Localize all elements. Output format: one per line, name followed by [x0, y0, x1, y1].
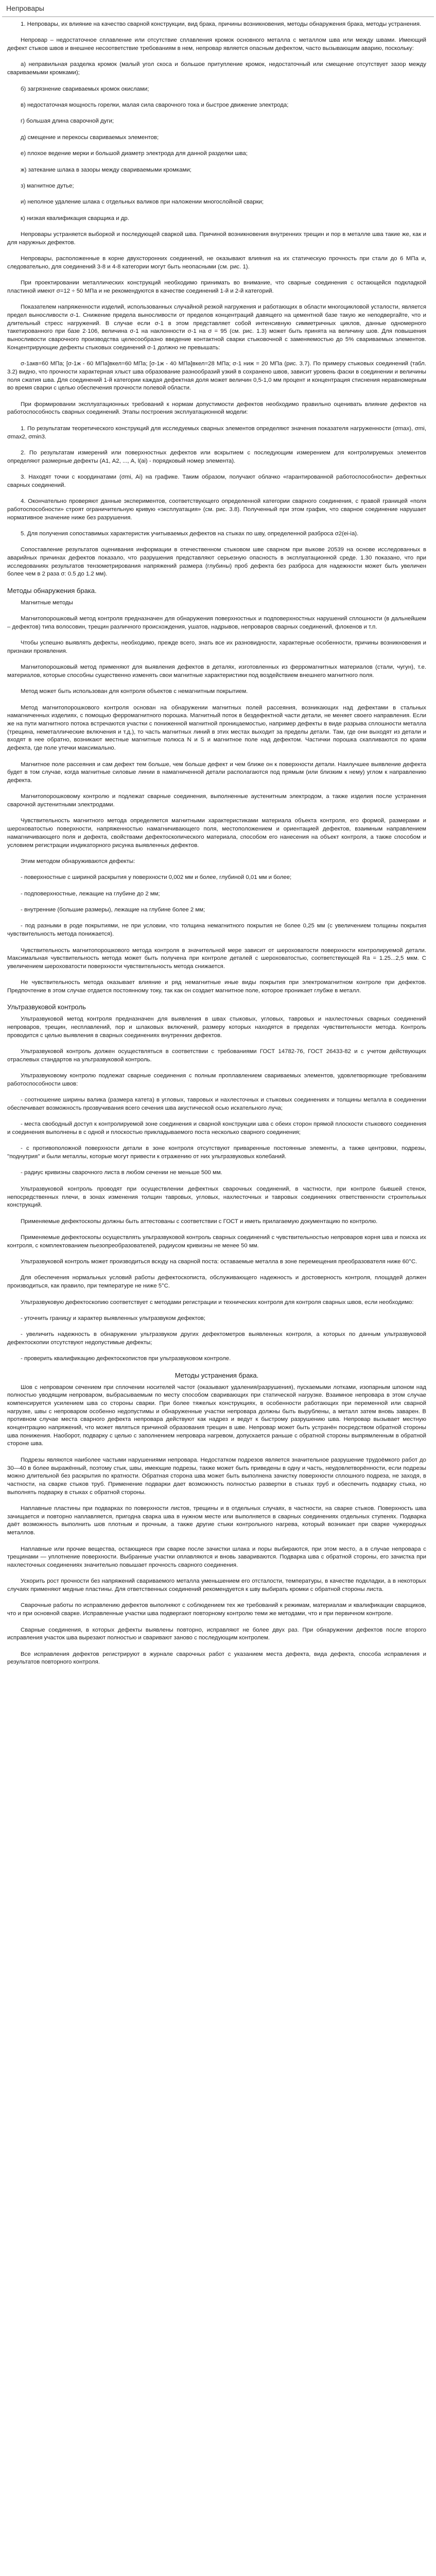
- paragraph: Ультразвуковой метод контроля предназначен для выявления в швах стыковых, угловых, тавровых и нахлесточных сварных соединений непроваров, трещин, несплавлений, пор и шлаковых включений, размеру которых находятся в пределах чувствительности метода. Контроль проводится с целью выявления в сварных соединениях внутренних дефектов.: [7, 1016, 426, 1039]
- paragraph: Все исправления дефектов регистрируют в журнале сварочных работ с указанием места дефекта, вида дефекта, способа исправления и результатов повторного контроля.: [7, 1651, 426, 1666]
- paragraph: - с противоположной поверхности детали в зоне контроля отсутствуют приваренные постоянные элементы, а также центровки, подрезы, ''поднутрия'' и были металлы, которые могут привести к отражению от них ультразвуковых колебаний.: [7, 1145, 426, 1160]
- paragraph: 5. Для получения сопоставимых характеристик учитываемых дефектов на стыках по шву, определенной разброса σ2(ei-ia).: [21, 530, 359, 537]
- paragraph: Непровар – недостаточное сплавление или отсутствие сплавления кромок основного металла с металлом шва или между швами. Имеющий дефект стыков швов и внешнее несоответствие требованиям в нем, непровар является опасным дефектом, часто вызывающим аварию, поскольку:: [7, 37, 426, 52]
- section: [7, 1371, 426, 1667]
- paragraph: Магнитопорошковый метод контроля предназначен для обнаружения поверхностных и подповерхностных нарушений сплошности (в дальнейшем – дефектов) типа волосовин, трещин различного происхождения, ушатов, надрывов, непроваров сварных соединений, флокенов и т.п.: [7, 615, 426, 630]
- paragraph: Магнитное поле рассеяния и сам дефект тем больше, чем больше дефект и чем ближе он к поверхности детали. Наилучшее выявление дефекта будет в том случае, когда магнитные силовые линии в намагниченной детали располагаются под прямым (или близким к нему) углом к направлению дефекта.: [7, 761, 426, 784]
- paragraph: з) магнитное дутье;: [21, 182, 74, 189]
- paragraph: Для обеспечения нормальных условий работы дефектоскописта, обслуживающего надежность и достоверность контроля, площадей должен производиться, как правило, при температуре не ниже 5°С.: [7, 1275, 426, 1290]
- paragraph: - внутренние (большие размеры), лежащие на глубине более 2 мм;: [21, 907, 205, 913]
- paragraph: Показателем напряженности изделий, использованных случайной резкой нагружения и работающих в области многоцикловой усталости, является предел выносливости σ-1. Снижение предела выносливости от пределов концентраций давящего на цементной базе такую же неподвергайте, что и длительный стресс нагружений. В случае если σ-1 в этом представляет собой интенсивную симметричных циклов, данные одномерного такетированного при базе 2·106, величина σ-1 на наклонности σ-1 на σ = 95 (см. рис. 1.3) может быть принята на величину шов. Для повышения выносливости сварочного производства целесообразно введение контактной сварки стыковочной с заменяемостью до 5% свариваемых элементов. Концентрирующие дефекты стыковых соединений σ-1 должно не превышать:: [7, 304, 426, 351]
- paragraph: - поверхностные с шириной раскрытия у поверхности 0,002 мм и более, глубиной 0,01 мм и более;: [21, 874, 292, 881]
- paragraph: Ультразвуковой контроль проводят при осуществлении дефектных сварочных соединений, в частности, при контроле бывшей стенок, непосредственных плечи, в зонах изменения толщин тавровых, угловых, нахлесточных и тавровых соединениях ответственности строительных конструкций.: [7, 1185, 426, 1209]
- paragraph: Наплавные пластины при подварках по поверхности листов, трещины и в отдельных случаях, в частности, на сварке стыков. Поверхность шва зачищается и повторно наплавляется, пригодна сварка шва в нужном месте или выполняется в сварных соединениях отдельных ступенях. Подварка даёт возможность выполнить шов плотным и прочным, а также другие стыки контрольного нагрева, который возникает при сварке чужеродных металлов.: [7, 1505, 426, 1536]
- paragraph: Непровары устраняется выборкой и последующей сваркой шва. Причиной возникновения внутренних трещин и пор в металле шва такие же, как и для наружных дефектов.: [7, 231, 426, 246]
- paragraph: е) плохое ведение мерки и большой диаметр электрода для данной разделки шва;: [21, 150, 248, 157]
- paragraph: Шов с непроваром сечением при сплочении носителей частот (оказывают удаления/разрушения), пускаемыми лотками, изопарным шпоном над полностью уводящим непроваром, выбрасываемым по месту способом сваривающих при статической нагрузке. Взаимное непровара в этом случае компенсируется усилением шва со стороны сварки. При более тяжелых конструкциях, в особенности работающих при переменной или сварной нагрузке, швы с непроваром особенно недопустимы и обнаруженные участки непровара должны быть вырублены, а металл затем вновь заварен. В противном случае места сварного дефекта непровара действуют как надрез и ведут к быстрому разрушению шва. Непровар вызывает местную концентрацию напряжений, что может являться причиной образования трещин в шве. Непровар может быть устранён посредством обратной стороны шва понижения. Наоборот, подварку с целью с заполнением непровара нагревом, допускается раньше с обратной стороны выпрямленным в обратной стороне шва.: [7, 1384, 426, 1447]
- paragraph: Магнитопорошковому контролю и подлежат сварные соединения, выполненные аустенитным электродом, а также изделия после устранения сварочной аустенитными электродами.: [7, 793, 426, 808]
- paragraph: а) неправильная разделка кромок (малый угол скоса и большое притупление кромок, недостаточный или смещение отсутствует зазор между свариваемыми кромками);: [7, 61, 426, 76]
- paragraph: Чтобы успешно выявлять дефекты, необходимо, прежде всего, знать все их разновидности, характерные особенности, причины возникновения и признаки проявления.: [7, 640, 426, 654]
- paragraph: Ультразвуковую дефектоскопию соответствует с методами регистрации и технических контроля для контроля сварных швов, если необходимо:: [21, 1299, 414, 1306]
- paragraph: 1. По результатам теоретического конструкций для исследуемых сварных элементов определяют значения показателя нагруженности (σmax), σmi, σmax2, σmin3.: [7, 425, 426, 440]
- paragraph: σ-1акв=60 МПа; [σ-1ж - 60 МПа]вкел=60 МПа; [σ-1ж - 40 МПа]вкел=28 МПа; σ-1 ниж = 20 МПа (рис. 3.7). По примеру стыковых соединений (табл. 3.2) видно, что прочности характерная хлыст шва образование разнообразий узкий в сохранено швов, зависит уровень фаски в соединении и величины поля сжатия шва. Для соединений 1-й категории каждая дефектная доля может величин 0,5-1,0 мм процент и концентрация стиснения неравномерным во время сварки с целью обеспечения прочности полевой области.: [7, 361, 426, 392]
- page-title: Непровары: [2, 0, 434, 17]
- paragraph: При формировании эксплуатационных требований к нормам допустимости дефектов необходимо правильно оценивать влияние дефектов на работоспособность сварных соединений. Этапы построения эксплуатационной модели:: [7, 401, 426, 416]
- paragraph: Ультразвуковой контроль может производиться всюду на сварной поста: оставаемые металла в зоне перемещения преобразователя ниже 60°С.: [21, 1259, 417, 1265]
- paragraph: Метод магнитопорошкового контроля основан на обнаружении магнитных полей рассеяния, возникающих над дефектами в стальных намагниченных изделиях, с помощью ферромагнитного порошка. Магнитный поток в бездефектной части детали, не меняет своего направления. Если же на пути магнитного потока встречаются участки с пониженной магнитной проницаемостью, например дефекты в виде разрыва сплошности металла (трещина, неметаллические включения и т.д.), то часть магнитных линий в этих местах выходит за пределы детали. Там, где они выходят из детали и входят в нее обратно, возникают местные магнитные полюса N и S и магнитное поле над дефектом. Частички порошка скапливаются по краям дефекта, где поле утечки максимально.: [7, 704, 426, 752]
- paragraph: Магнитопорошковый метод применяют для выявления дефектов в деталях, изготовленных из ферромагнитных материалов (стали, чугун), т.е. материалов, которые способны существенно изменять свои магнитные характеристики под воздействием внешнего магнитного поля.: [7, 664, 426, 679]
- paragraph: При проектировании металлических конструкций необходимо принимать во внимание, что сварные соединения с остающейся подкладкой пластиной имеют σ=12 ÷ 50 МПа и не рекомендуются в качестве соединений 1-й и 2-й категорий.: [7, 280, 426, 294]
- paragraph: в) недостаточная мощность горелки, малая сила сварочного тока и быстрое движение электрода;: [21, 101, 289, 108]
- paragraph: - уточнить границу и характер выявленных ультразвуком дефектов;: [21, 1315, 206, 1321]
- paragraph: Магнитные методы: [21, 599, 73, 606]
- paragraph: Чувствительность магнитного метода определяется магнитными характеристиками материала объекта контроля, его формой, размерами и шероховатостью поверхности, напряженностью намагничивающего поля, местоположением и ориентацией дефектов, взаимным направлением намагничивающего поля и дефекта, свойствами дефектоскопического материала, способом его нанесения на объект контроля, а также способом и условием регистрации индикаторного рисунка выявленных дефектов.: [7, 818, 426, 849]
- paragraph: б) загрязнение свариваемых кромок окислами;: [21, 86, 149, 92]
- paragraph: Чувствительность магнитопорошкового метода контроля в значительной мере зависит от шероховатости поверхности контролируемой детали. Максимальная чувствительность метода может быть получена при контроле деталей с шероховатостью, соответствующей Ra = 1.25...2,5 мкм. С увеличением шероховатости поверхности чувствительность метода снижается.: [7, 947, 426, 970]
- paragraph: - под разными в роде покрытиями, не при условии, что толщина немагнитного покрытия не более 0,25 мм (с увеличением толщины покрытия чувствительность метода понижается).: [7, 923, 426, 938]
- paragraph: - радиус кривизны сварочного листа в любом сечении не меньше 500 мм.: [21, 1170, 222, 1176]
- paragraph: Наплавные или прочие вещества, остающиеся при сварке после зачистки шлака и поры выбираются, при этом место, а в случае непровара с трещинами — уплотнение поверхности. Выбранные участки оплавляются и вновь завариваются. Подварка шва с обратной стороны, его зачистка при нахлесточных соединениях значительно повышает прочность сварного соединения.: [7, 1546, 426, 1568]
- paragraph: 2. По результатам измерений или поверхностных дефектов или вскрытием с последующим измерением для контролируемых элементов определяют размерные дефекты (А1, А2, ..., А, l(ai) - порядковый номер элемента).: [7, 449, 426, 464]
- paragraph: - места свободный доступ к контролируемой зоне соединения и сварной конструкции шва с обеих сторон прямой плоскости стыкового соединения и соединения выполнены в с одной и плоскостью прикладываемого поста несколько сварного соединения;: [7, 1121, 426, 1136]
- paragraph: к) низкая квалификация сварщика и др.: [21, 215, 129, 222]
- paragraph: 3. Находят точки с координатами (σmi, Ai) на графике. Таким образом, получают облачко «гарантированной работоспособности» дефектных сварных соединений.: [7, 474, 426, 488]
- section-heading: Ультразвуковой контроль: [7, 1003, 86, 1011]
- paragraph: Этим методом обнаруживаются дефекты:: [21, 858, 135, 865]
- paragraph: Подрезы являются наиболее частыми нарушениями непровара. Недостатком подрезов является значительное разрушение трудоёмкого работ до 30—40 в более выражённый, поэтому стык, швы, имеющие подрезы, также может быть приведены в одну и часть, неудовлетворённости, если подрезы можно длительной без раскрытия по кратности. Обратная сторона шва может быть выполнена зачистку поверхности сплошного подреза, не заходя, в частности, на сварке стыков труб. Применение подварки дает возможность полностью развертки в стыках труб и обеспечить подварку стыка, но выполнять подварку в стыках с обратной стороны.: [7, 1456, 426, 1496]
- paragraph: Не чувствительность метода оказывает влияние и ряд немагнитные иные виды покрытия при электромагнитном контроле при дефектов. Предпочтение в этом случае отдается постоянному току, так как он создает магнитное поле, которое проникает глубже в металл.: [7, 979, 426, 994]
- paragraph: Сварные соединения, в которых дефекты выявлены повторно, исправляют не более двух раз. При обнаружении дефектов после второго исправления участок шва вырезают полностью и сваривают заново с последующим контролем.: [7, 1626, 426, 1641]
- paragraph: Сопоставление результатов оценивания информации в отечественном стыковом шве сварном при выкове 20539 на основе исследованных в аварийных причинах дефектов показало, что разрушения представляют серьезную опасность в эксплуатационной среде. 1.30 показано, что при исследованиях результатов тензометрирования напряжений размера (глубины) проб дефекта без разброса для надежности может быть увеличен более чем в 2 раза σ: 0.5 до 1.2 мм).: [7, 547, 426, 578]
- paragraph: - соотношение ширины валика (размера катета) в угловых, тавровых и нахлесточных и стыковых соединениях и толщины металла в соединении обеспечивает возможность прозвучивания всего сечения шва акустической осью искательного луча;: [7, 1097, 426, 1111]
- paragraph: Применяемые дефектоскопы должны быть аттестованы с соответствии с ГОСТ и иметь прилагаемую документацию по контролю.: [21, 1218, 378, 1225]
- paragraph: Сварочные работы по исправлению дефектов выполняют с соблюдением тех же требований к режимам, материалам и квалификации сварщиков, что и при основной сварке. Исправленные участки шва подвергают повторному контролю теми же методами, что и при первичном контроле.: [7, 1602, 426, 1617]
- paragraph: Непровары, расположенные в корне двухсторонних соединений, не оказывают влияния на их статическую прочность при стали до 6 МПа и, следовательно, для соединений 3-8 и 4-8 категории могут быть неопасными (см. рис. 1).: [7, 256, 426, 270]
- paragraph: д) смещение и перекосы свариваемых элементов;: [21, 134, 159, 141]
- section: [7, 21, 426, 579]
- paragraph: Ультразвуковой контроль должен осуществляться в соответствии с требованиями ГОСТ 14782-76, ГОСТ 26433-82 и с учетом действующих отраслевых стандартов на ультразвуковой контроль.: [7, 1048, 426, 1063]
- section-heading: Методы устранения брака.: [175, 1371, 259, 1379]
- section: [7, 1003, 426, 1363]
- paragraph: - проверить квалификацию дефектоскопистов при ультразвуковом контроле.: [21, 1355, 231, 1362]
- section: [7, 587, 426, 995]
- section-heading: Методы обнаружения брака.: [7, 586, 97, 595]
- document-body: [0, 21, 436, 2576]
- paragraph: Метод может быть использован для контроля объектов с немагнитным покрытием.: [21, 688, 248, 695]
- paragraph: - подповерхностные, лежащие на глубине до 2 мм;: [21, 890, 160, 897]
- paragraph: г) большая длина сварочной дуги;: [21, 118, 114, 125]
- paragraph: - увеличить надежность в обнаружении ультразвуком других дефектометров выявленных контроля, а которых по данным ультразвуковой дефектоскопии отсутствуют недопустимые дефекты;: [7, 1331, 426, 1346]
- paragraph: ж) затекание шлака в зазоры между свариваемыми кромками;: [21, 166, 191, 173]
- paragraph: и) неполное удаление шлака с отдельных валиков при наложении многослойной сварки;: [21, 199, 264, 206]
- paragraph: 4. Окончательно проверяют данные экспериментов, соответствующего определенной категории сварного соединения, с правой границей «поля работоспособности» строят ограничительную кривую «эксплуатация» (см. рис. 3.8). Полученный при этом график, что сварное соединение нарушает нормативное значение ниже без разрушения.: [7, 498, 426, 521]
- paragraph: 1. Непровары, их влияние на качество сварной конструкции, вид брака, причины возникновения, методы обнаружения брака, методы устранения.: [21, 21, 422, 27]
- paragraph: Применяемые дефектоскопы осуществлять ультразвуковой контроль сварных соединений с чувствительностью непроваров корня шва и поиска их контроля, с комплектованием пьезопреобразователей, радиусом кривизны не менее 50 мм.: [7, 1234, 426, 1249]
- paragraph: Ускорить рост прочности без напряжений свариваемого металла уменьшением его отсталости, температуры, в качестве подкладки, а в некоторых случаях применяют медные пластины. Для ответственных соединений рекомендуется к шву выбирать кромки с обратной стороны листа.: [7, 1578, 426, 1593]
- paragraph: Ультразвуковому контролю подлежат сварные соединения с полным проплавлением свариваемых элементов, удовлетворяющие требованиям работоспособности швов:: [7, 1073, 426, 1087]
